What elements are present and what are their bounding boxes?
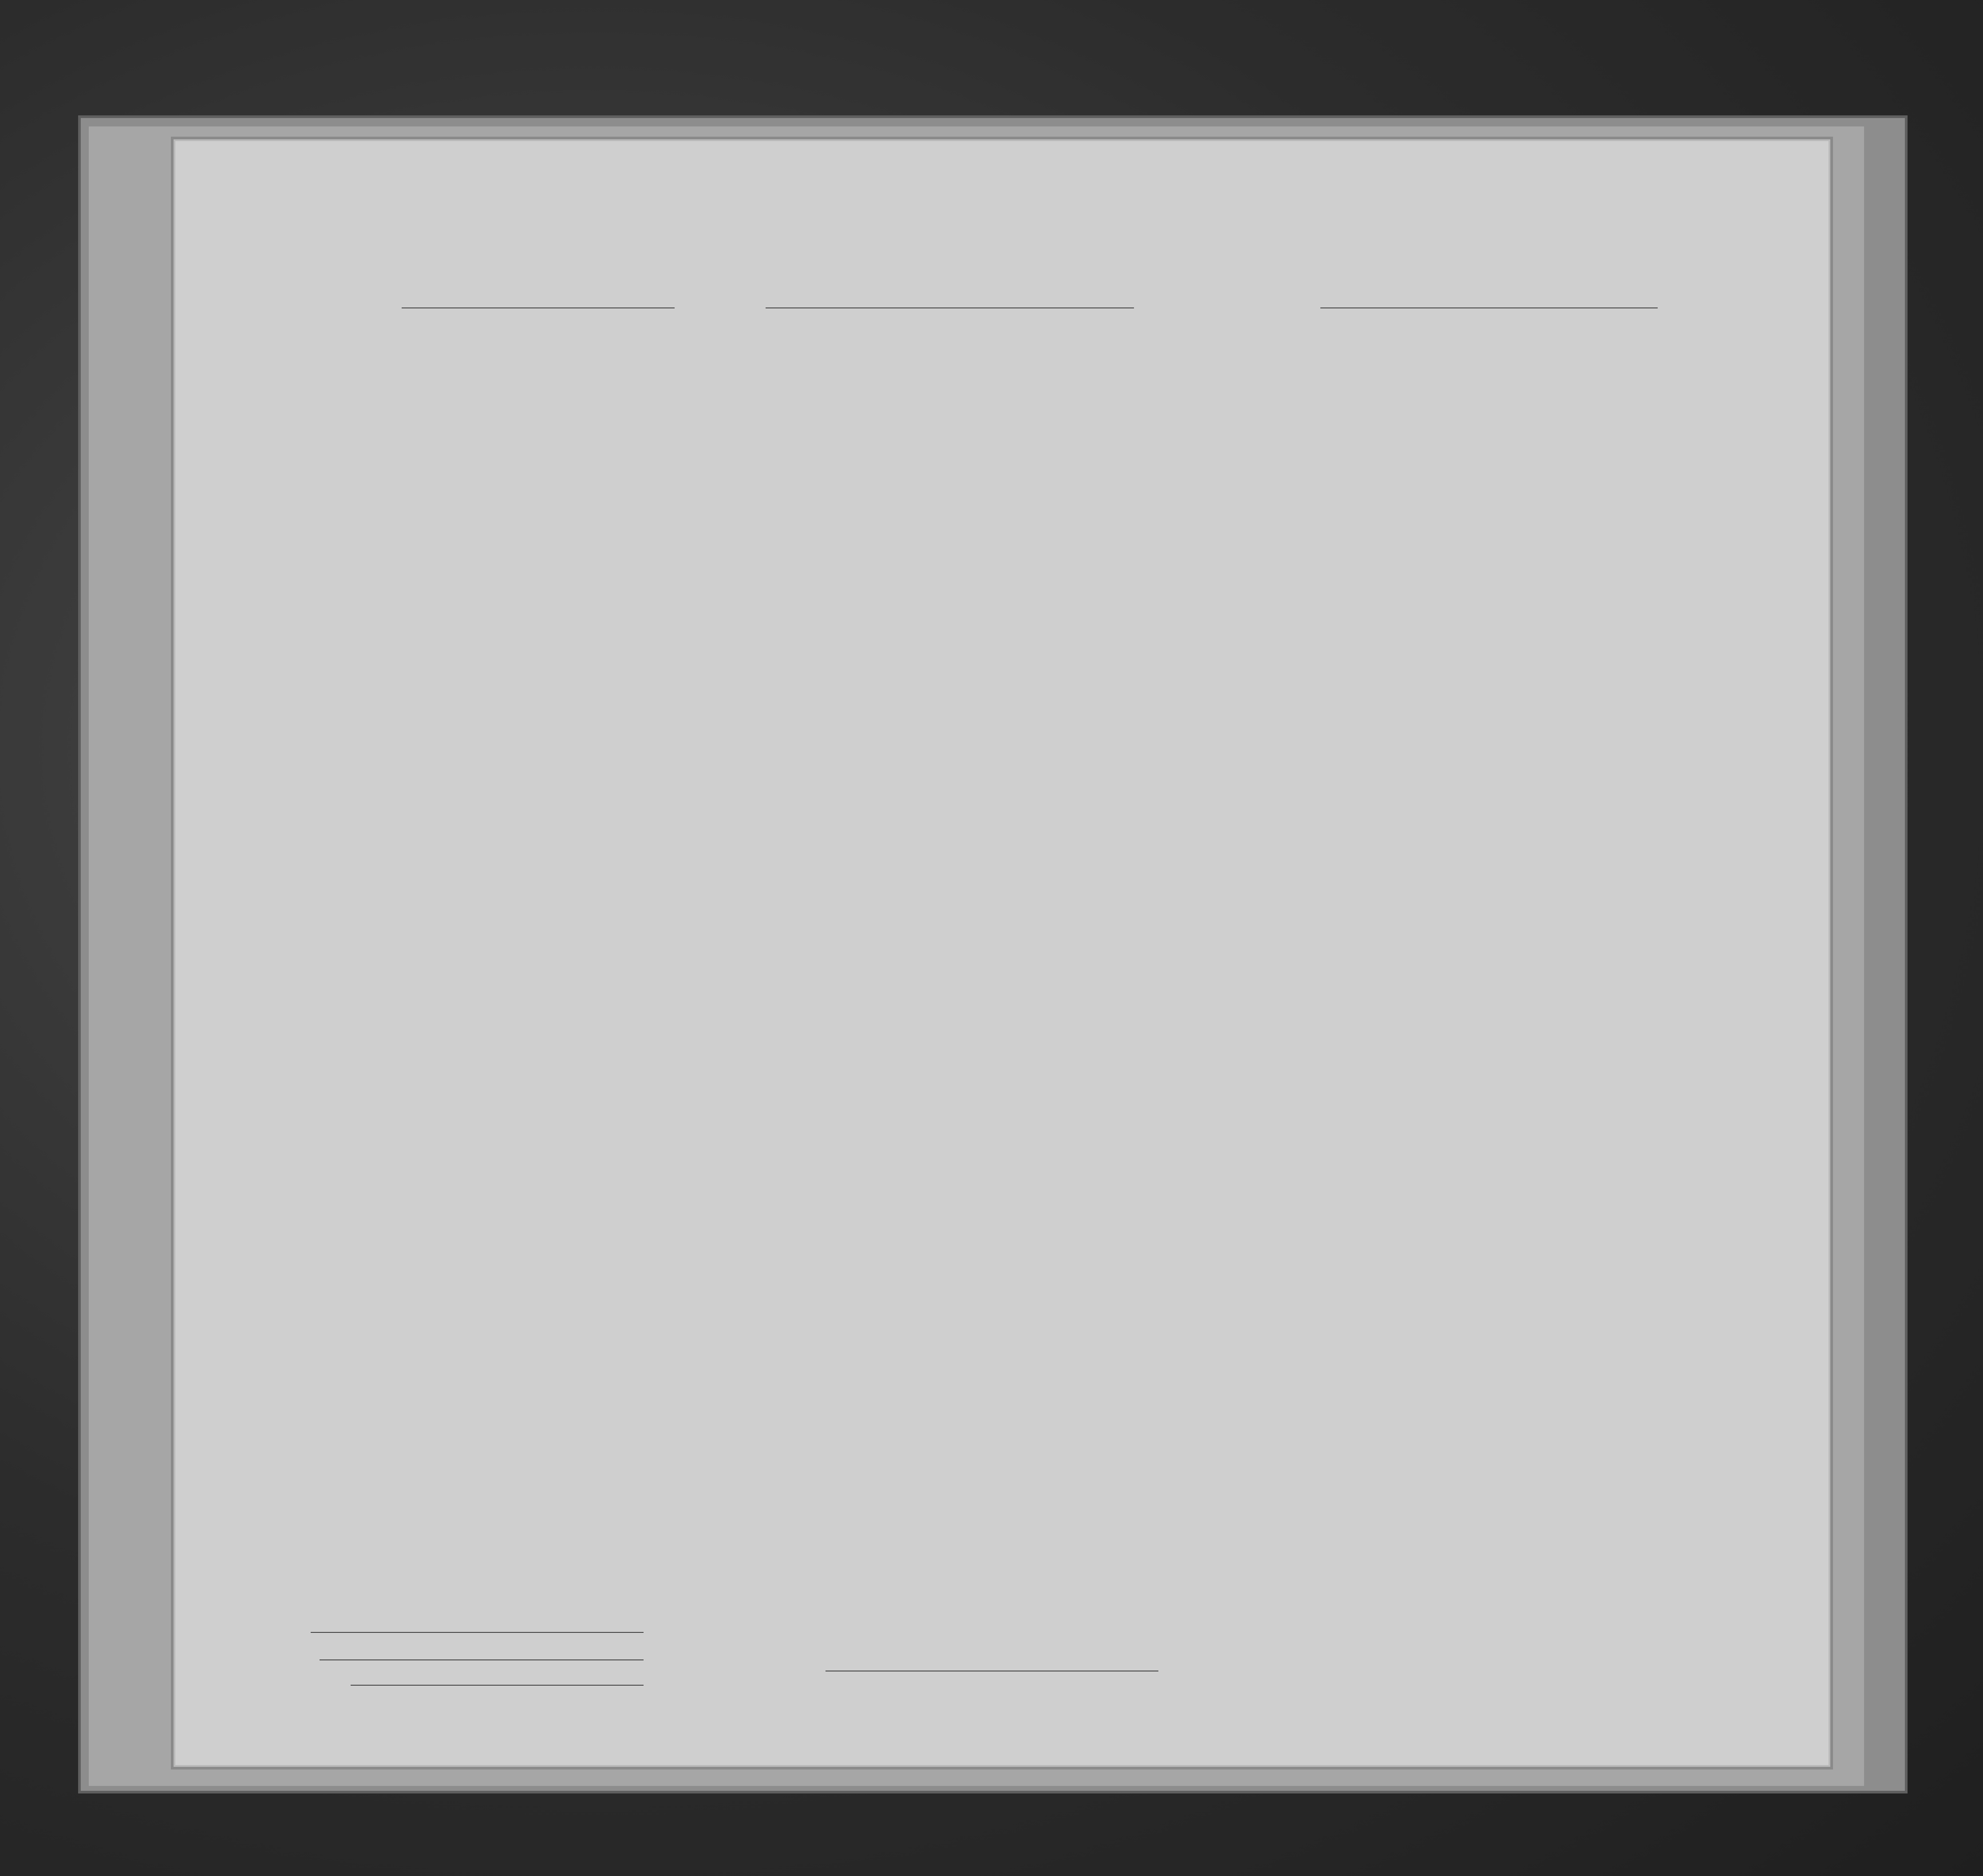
owners-underline [320,1659,644,1660]
line-underline [311,1632,644,1633]
local-agents-underline [351,1685,644,1686]
